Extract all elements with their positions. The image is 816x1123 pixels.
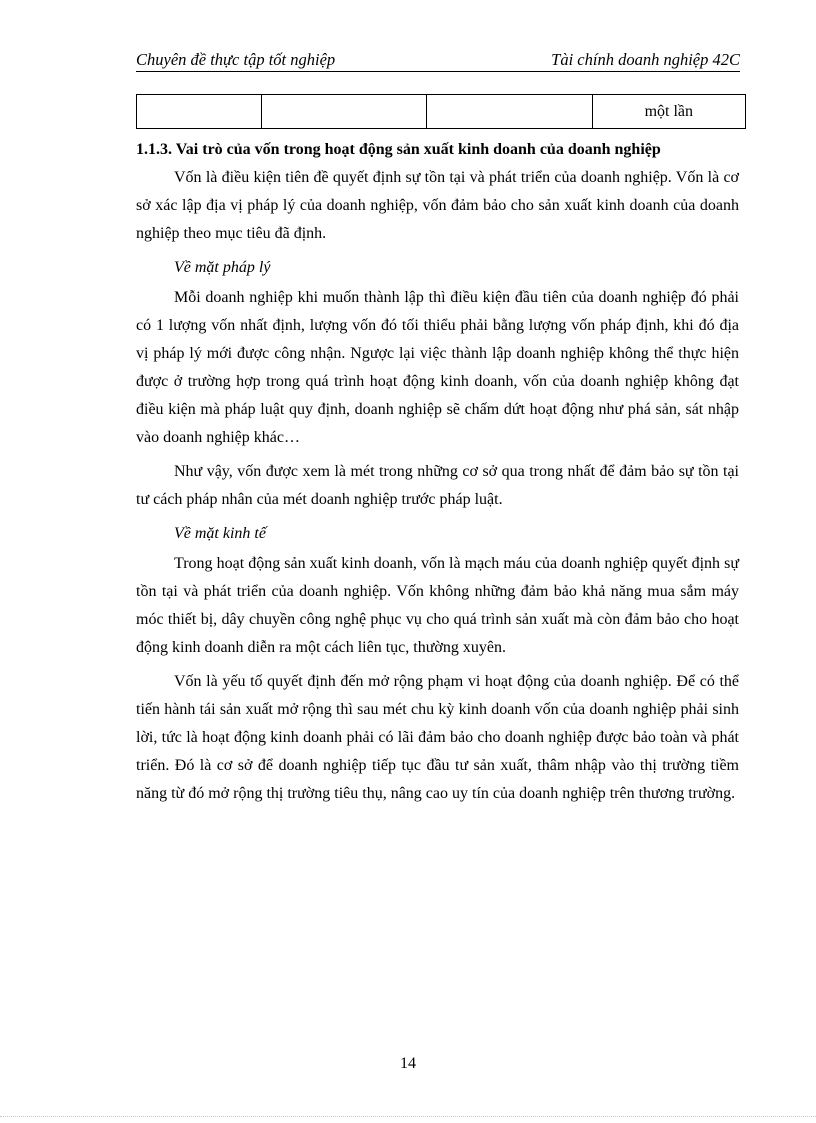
paragraph: Mỗi doanh nghiệp khi muốn thành lập thì điều kiện đầu tiên của doanh nghiệp đó phải có 1 lượng vốn nhất định, lượng vốn đó tối thiểu phải bằng lượng vốn pháp định, khi đó địa vị pháp lý mới được công nhận. Ngược lại việc thành lập doanh nghiệp không thể thực hiện được ở trường hợp trong quá trình hoạt động kinh doanh, vốn của doanh nghiệp không đạt điều kiện mà pháp luật quy định, doanh nghiệp sẽ chấm dứt hoạt động như phá sản, sát nhập vào doanh nghiệp khác… — [136, 289, 739, 446]
table-row — [137, 95, 746, 129]
paragraph: Như vậy, vốn được xem là mét trong những cơ sở qua trong nhất để đảm bảo sự tồn tại tư cách pháp nhân của mét doanh nghiệp trước pháp luật. — [136, 463, 739, 508]
section-heading: 1.1.3. Vai trò của vốn trong hoạt động sản xuất kinh doanh của doanh nghiệp — [136, 141, 661, 158]
page-header — [136, 49, 740, 72]
paragraph: Trong hoạt động sản xuất kinh doanh, vốn là mạch máu của doanh nghiệp quyết định sự tồn tại và phát triển của doanh nghiệp. Vốn không những đảm bảo khả năng mua sắm máy móc thiết bị, dây chuyền công nghệ phục vụ cho quá trình sản xuất mà còn đảm bảo cho hoạt động kinh doanh diễn ra một cách liên tục, thường xuyên. — [136, 555, 739, 656]
page-bottom-divider — [0, 1116, 816, 1117]
header-document-title: Chuyên đề thực tập tốt nghiệp — [136, 50, 336, 69]
paragraph: Vốn là điều kiện tiên đề quyết định sự tồn tại và phát triển của doanh nghiệp. Vốn là cơ sở xác lập địa vị pháp lý của doanh nghiệp, vốn đảm bảo cho sản xuất kinh doanh của doanh nghiệp theo mục tiêu đã định. — [136, 169, 739, 242]
table-cell — [262, 95, 427, 129]
table-cell — [427, 95, 592, 129]
subheading-legal: Về mặt pháp lý — [174, 259, 271, 276]
table-cell: một lần — [592, 95, 745, 129]
table-fragment — [136, 94, 746, 129]
paragraph: Vốn là yếu tố quyết định đến mở rộng phạm vi hoạt động của doanh nghiệp. Để có thể tiến hành tái sản xuất mở rộng thì sau mét chu kỳ kinh doanh vốn của doanh nghiệp phải sinh lời, tức là hoạt động kinh doanh phải có lãi đảm bảo cho doanh nghiệp được bảo toàn và phát triển. Đó là cơ sở để doanh nghiệp tiếp tục đầu tư sản xuất, thâm nhập vào thị trường tiềm năng từ đó mở rộng thị trường tiêu thụ, nâng cao uy tín của doanh nghiệp trên thương trường. — [136, 673, 739, 802]
subheading-economic: Về mặt kinh tế — [174, 525, 266, 542]
header-course-name: Tài chính doanh nghiệp 42C — [551, 50, 740, 69]
page-number: 14 — [400, 1055, 416, 1072]
body-content — [136, 136, 739, 814]
table-cell — [137, 95, 262, 129]
